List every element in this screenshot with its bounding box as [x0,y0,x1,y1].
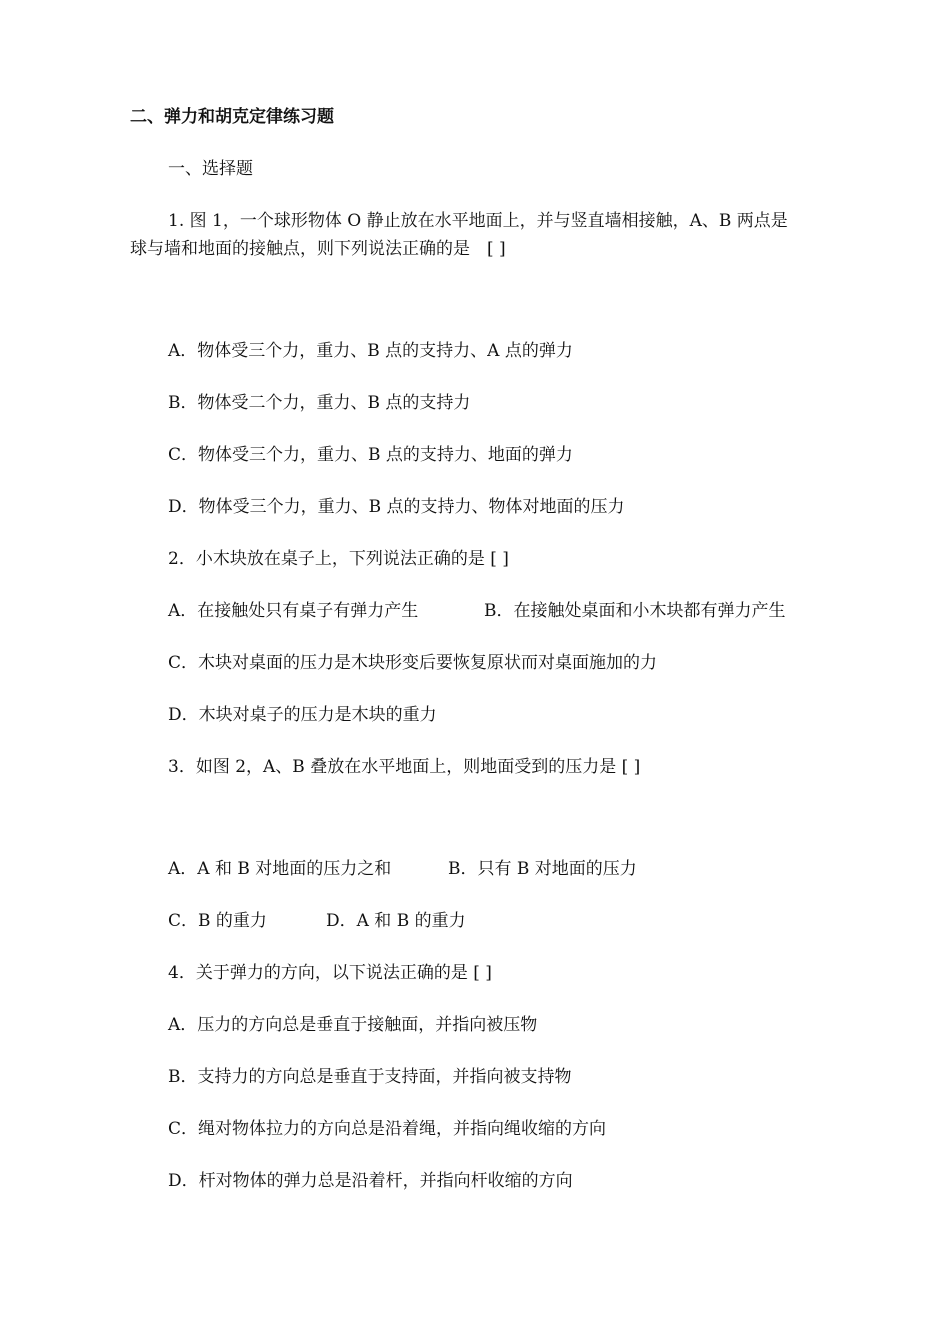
q1-option-d: D．物体受三个力，重力、B 点的支持力、物体对地面的压力 [168,497,625,517]
q2-option-d: D．木块对桌子的压力是木块的重力 [168,705,437,725]
q4-stem: 4．关于弹力的方向，以下说法正确的是 [ ] [168,963,492,983]
q1-stem-line2: 球与墙和地面的接触点，则下列说法正确的是 [ ] [130,239,506,259]
q2-option-c: C．木块对桌面的压力是木块形变后要恢复原状而对桌面施加的力 [168,653,658,673]
q4-option-a: A．压力的方向总是垂直于接触面，并指向被压物 [168,1015,538,1035]
document-title: 二、弹力和胡克定律练习题 [130,107,334,127]
q3-option-d: D．A 和 B 的重力 [326,911,466,931]
q1-stem-line1: 1. 图 1，一个球形物体 O 静止放在水平地面上，并与竖直墙相接触，A、B 两点是 [168,211,788,231]
q1-option-c: C．物体受三个力，重力、B 点的支持力、地面的弹力 [168,445,573,465]
q2-option-a: A．在接触处只有桌子有弹力产生 [168,601,419,621]
q3-option-b: B．只有 B 对地面的压力 [448,859,637,879]
q1-option-a: A．物体受三个力，重力、B 点的支持力、A 点的弹力 [168,341,573,361]
section-heading: 一、选择题 [168,159,253,179]
q3-stem: 3．如图 2，A、B 叠放在水平地面上，则地面受到的压力是 [ ] [168,757,641,777]
q3-option-c: C．B 的重力 [168,911,267,931]
q1-option-b: B．物体受二个力，重力、B 点的支持力 [168,393,471,413]
q3-option-a: A．A 和 B 对地面的压力之和 [168,859,392,879]
q4-option-b: B．支持力的方向总是垂直于支持面，并指向被支持物 [168,1067,572,1087]
q2-stem: 2．小木块放在桌子上，下列说法正确的是 [ ] [168,549,509,569]
q4-option-c: C．绳对物体拉力的方向总是沿着绳，并指向绳收缩的方向 [168,1119,607,1139]
q2-option-b: B．在接触处桌面和小木块都有弹力产生 [484,601,786,621]
q4-option-d: D．杆对物体的弹力总是沿着杆，并指向杆收缩的方向 [168,1171,573,1191]
